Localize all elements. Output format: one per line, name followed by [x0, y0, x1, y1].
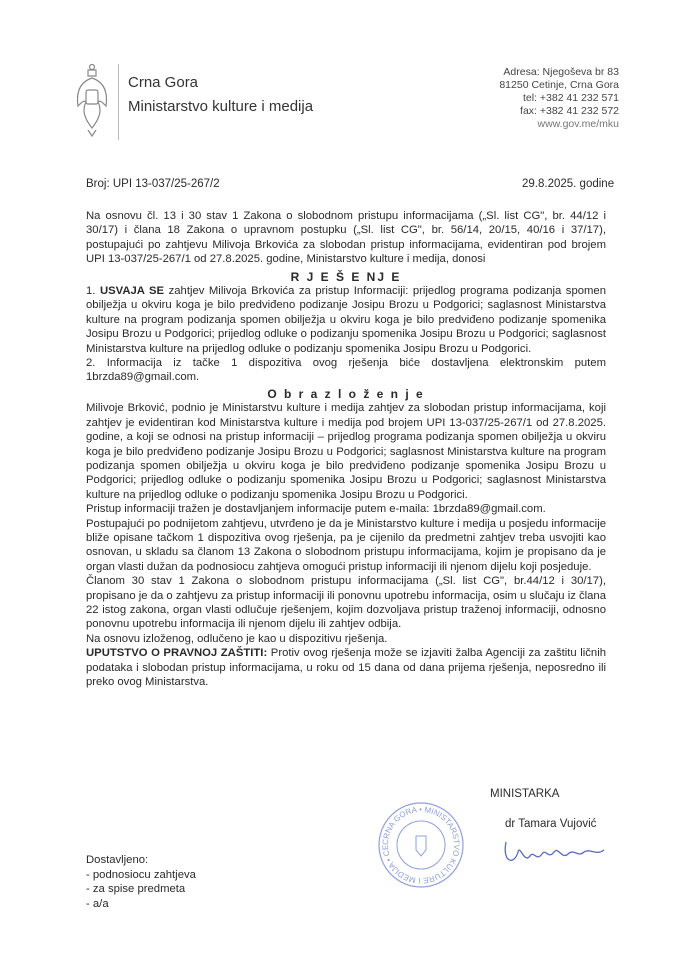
- delivery-list: [86, 853, 196, 911]
- item-number: 1.: [86, 285, 100, 298]
- fax-line: fax: +382 41 232 572: [520, 105, 619, 117]
- delivery-item: - a/a: [86, 897, 109, 910]
- decision-item-2: 2. Informacija iz tačke 1 dispozitiva ovog rješenja biće dostavljena elektronskim putem 1brzda89@gmail.com.: [86, 357, 606, 384]
- handwritten-signature: [500, 832, 610, 872]
- decision-item-1: [86, 284, 606, 356]
- svg-text:CRNA GORA • MINISTARSTVO KULTU: CRNA GORA • MINISTARSTVO KULTURE I MEDIJA • CE: [380, 804, 462, 886]
- address-block: [499, 66, 619, 131]
- decision-item-1-text: zahtjev Milivoja Brkovića za pristup Informaciji: prijedlog programa podizanja spomen obilježja u okviru koga je bilo predviđeno podizanje Josipu Brozu u Podgorici; saglasnost Ministarstva kulture na program podizanja spomen obilježja u okviru koga je bilo predviđeno podizanje spomenika Josipu Brozu u Podgorici; prijedlog odluke o podizanju spomenika Josipu Brozu u Podgorici; saglasnost Ministarstva kulture na prijedlog odluke o podizanju spomenika Josipu Brozu u Podgorici.: [86, 285, 607, 355]
- signatory-name: dr Tamara Vujović: [505, 818, 597, 830]
- phone-line: tel: +382 41 232 571: [522, 92, 619, 104]
- reasoning-paragraph: Pristup informaciji tražen je dostavljanjem informacije putem e-maila: 1brzda89@gmail.com.: [86, 503, 546, 516]
- document-number: Broj: UPI 13-037/25-267/2: [86, 178, 220, 190]
- reasoning-paragraph: Milivoje Brković, podnio je Ministarstvu kulture i medija zahtjev za slobodan pristup informacijama, koji zahtjev je evidentiran kod Ministarstva kulture i medija pod brojem UPI 13-037/25-267/1 od 27.8.2025. godine, a koji se odnosi na pristup informaciji – prijedlog programa podizanja spomen obilježja u okviru koga je bilo predviđeno podizanje Josipu Brozu u Podgorici; saglasnost Ministarstva kulture na program podizanja spomen obilježja u okviru koga je bilo predviđeno podizanje spomenika Josipu Brozu u Podgorici; prijedlog odluke o podizanju spomenika Josipu Brozu u Podgorici; saglasnost Ministarstva kulture na prijedlog odluke o podizanju spomenika Josipu Brozu u Podgorici.: [86, 402, 606, 501]
- delivery-item: - podnosiocu zahtjeva: [86, 868, 196, 881]
- address-line: Adresa: Njegoševa br 83: [503, 66, 619, 78]
- coat-of-arms-logo: [74, 62, 110, 140]
- reasoning-heading: O b r a z l o ž e n j e: [267, 386, 425, 401]
- intro-paragraph: Na osnovu čl. 13 i 30 stav 1 Zakona o slobodnom pristupu informacijama („Sl. list CG", br. 44/12 i 30/17) i člana 18 Zakona o upravnom postupku („Sl. list CG", br. 56/14, 20/15, 40/16 i 37/17), postupajući po zahtjevu Milivoja Brkovića za slobodan pristup informacijama, evidentiran pod brojem UPI 13-037/25-267/1 od 27.8.2025. godine, Ministarstvo kulture i medija, donosi: [86, 210, 606, 266]
- document-date: 29.8.2025. godine: [522, 178, 615, 190]
- website-link[interactable]: www.gov.me/mku: [537, 118, 619, 130]
- ministry-name: Ministarstvo kulture i medija: [128, 98, 314, 115]
- decision-verdict: USVAJA SE: [99, 285, 165, 298]
- reasoning-paragraph: Postupajući po podnijetom zahtjevu, utvrđeno je da je Ministarstvo kulture i medija u posjedu informacije bliže opisane tačkom 1 dispozitiva ovog rješenja, pa je cijenilo da predmetni zahtjev treba usvojiti kao osnovan, u skladu sa članom 13 Zakona o slobodnom pristupu informacijama, kojim je propisano da je organ vlasti dužan da podnosiocu zahtjeva omogući pristup informaciji ili njenom dijelu koji posjeduje.: [86, 517, 606, 573]
- delivery-item: - za spise predmeta: [86, 883, 186, 895]
- signatory-title: MINISTARKA: [490, 788, 560, 800]
- reasoning-paragraph: Na osnovu izloženog, odlučeno je kao u dispozitivu rješenja.: [86, 632, 388, 645]
- official-stamp: [376, 800, 466, 890]
- legal-remedy-text: Protiv ovog rješenja može se izjaviti žalba Agenciji za zaštitu ličnih podataka i slobodan pristup informacijama, u roku od 15 dana od dana prijema rješenja, neposredno ili preko ovog Ministarstva.: [86, 647, 606, 688]
- legal-remedy-heading: UPUTSTVO O PRAVNOJ ZAŠTITI:: [86, 647, 268, 660]
- decision-heading: R J E Š E NJ E: [290, 269, 402, 284]
- country-name: Crna Gora: [128, 74, 199, 91]
- reasoning-paragraph: Članom 30 stav 1 Zakona o slobodnom pristupu informacijama („Sl. list CG", br.44/12 i 30/17), propisano je da o zahtjevu za pristup informaciji ili ponovnu upotrebu informacija, osim u slučaju iz člana 22 istog zakona, organ vlasti odlučuje rješenjem, kojim dozvoljava pristup traženoj informaciji, odnosno ponovnu upotrebu informacija ili njenom dijelu ili zahtjev odbija.: [86, 575, 606, 631]
- document-body: [86, 209, 606, 689]
- address-line: 81250 Cetinje, Crna Gora: [499, 79, 619, 91]
- delivery-heading: Dostavljeno:: [86, 854, 149, 866]
- header-divider: [118, 64, 119, 140]
- legal-remedy: [86, 646, 606, 689]
